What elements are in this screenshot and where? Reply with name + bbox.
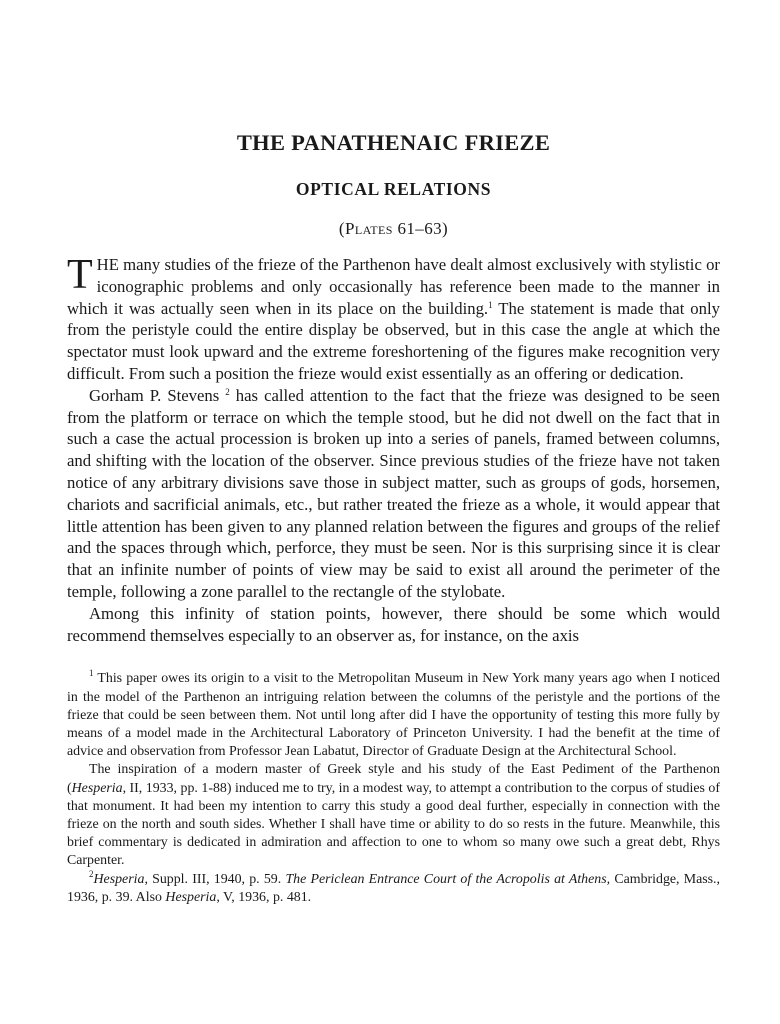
article-subtitle: OPTICAL RELATIONS xyxy=(295,179,492,199)
footnote-2 xyxy=(67,868,721,907)
paragraph-3: Among this infinity of station points, however, there should be some which would recommend themselves especially to an observer as, for instance, on the axis xyxy=(67,603,720,645)
paragraph-1 xyxy=(67,254,720,385)
journal-title: Hesperia xyxy=(71,780,123,796)
footnote-1-text: This paper owes its origin to a visit to the Metropolitan Museum in New York many years ago when I noticed in the model of the Parthenon an intriguing relation between the columns of the peristyle and the portions of the frieze that could be seen between them. Not until long after did I have the opportunity of testing this more fully by means of a model made in the Architectural Laboratory of Princeton University. I had the benefit at the time of advice and observation from Professor Jean Labatut, Director of Graduate Design at the Architectural School. xyxy=(67,671,720,760)
footnote-1b-text-b: , II, 1933, pp. 1-88) induced me to try, in a modest way, to attempt a contribution to the corpus of studies of that monument. It had been my intention to carry this study a good deal further, especially in connection with the frieze on the north and south sides. Whether I shall have time or ability to do so rests in the future. Meanwhile, this brief commentary is dedicated in admiration and affection to one to whom so many owe such a great debt, Rhys Carpenter. xyxy=(67,780,720,869)
footnote-ref-2: 2 xyxy=(225,386,230,397)
footnote-2-text-b: Cambridge, Mass., 1936, p. 39. Also xyxy=(67,871,721,905)
paragraph-1-text-a: many studies of the frieze of the Parthenon have dealt almost exclusively with stylistic or iconographic problems and only occasionally has reference been made to the manner in which it was actually seen when in its place on the building. xyxy=(67,255,720,318)
footnote-2-marker: 2 xyxy=(89,868,94,879)
footnote-1-continued xyxy=(67,761,720,870)
drop-cap: T xyxy=(67,252,93,298)
footnotes xyxy=(67,670,720,907)
paragraph-2 xyxy=(67,385,720,603)
plates-label: Plates xyxy=(344,219,393,238)
article-title: THE PANATHENAIC FRIEZE xyxy=(236,130,551,155)
footnote-2-text-c: , V, 1936, p. 481. xyxy=(216,889,312,905)
plates-reference xyxy=(67,217,720,241)
paragraph-2-text-b: has called attention to the fact that the frieze was designed to be seen from the platform or terrace on which the temple stood, but he did not dwell on the fact that in such a case the actual procession is broken up into a series of panels, framed between columns, and shifting with the location of the observer. Since previous studies of the frieze have not taken notice of any arbitrary divisions save those in subject matter, such as groups of gods, horsemen, chariots and sacrificial animals, etc., but rather treated the frieze as a whole, it would appear that little attention has been given to any planned relation between the figures and groups of the relief and the spaces through which, perforce, they must be seen. Nor is this surprising since it is clear that an infinite number of points of view may be said to exist all around the perimeter of the temple, following a zone parallel to the rectangle of the stylobate. xyxy=(67,385,720,601)
plates-open: ( xyxy=(338,219,345,238)
book-title: The Periclean Entrance Court of the Acropolis at Athens, xyxy=(285,871,611,887)
footnote-ref-1: 1 xyxy=(488,299,493,310)
footnote-1b-text-a: The inspiration of a modern master of Greek style and his study of the East Pediment of the Parthenon ( xyxy=(67,762,720,796)
plates-range: 61–63) xyxy=(392,219,449,238)
paragraph-1-text-b: The statement is made that only from the peristyle could the entire display be observed, but in this case the angle at which the spectator must look upward and the extreme foreshortening of the figures make recognition very difficult. From such a position the frieze would exist essentially as an offering or dedication. xyxy=(67,298,720,383)
article-page xyxy=(67,126,720,907)
footnote-2-text-a: , Suppl. III, 1940, p. 59. xyxy=(144,871,286,887)
footnote-1-marker: 1 xyxy=(89,668,94,679)
journal-title: Hesperia xyxy=(93,871,145,887)
journal-title: Hesperia xyxy=(165,889,217,905)
paragraph-2-text-a: Gorham P. Stevens xyxy=(89,385,226,405)
article-body xyxy=(67,254,720,646)
footnote-1 xyxy=(67,670,720,761)
first-word: HE xyxy=(96,255,119,274)
